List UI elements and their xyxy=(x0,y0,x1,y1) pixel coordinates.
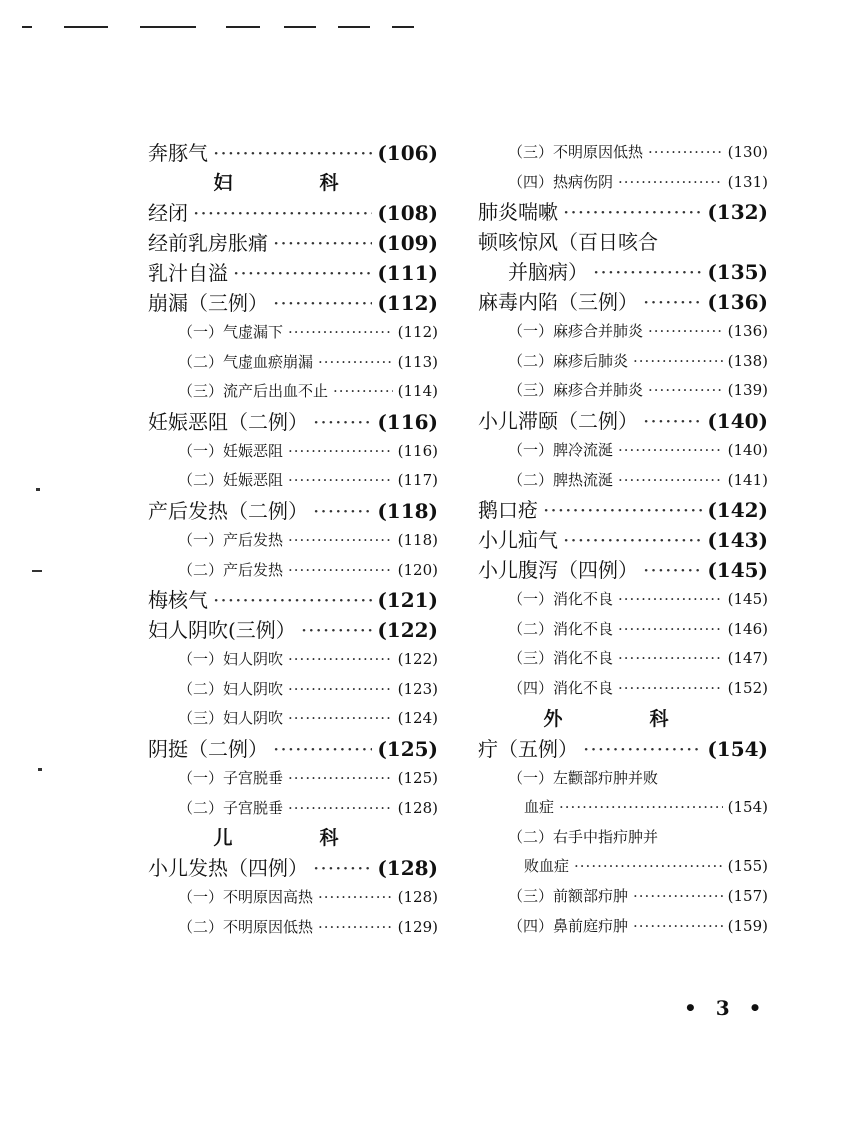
toc-entry xyxy=(478,317,768,347)
toc-entry-page: (120) xyxy=(397,560,438,579)
toc-entry-page: (118) xyxy=(397,530,438,549)
dot-leader xyxy=(301,615,373,645)
toc-entry-page: (145) xyxy=(707,558,768,583)
toc-entry-title: （三）前额部疖肿 xyxy=(508,886,629,905)
toc-entry-title: 小儿滞颐（二例） xyxy=(478,408,638,433)
toc-entry xyxy=(478,585,768,615)
toc-entry xyxy=(478,347,768,377)
dot-leader xyxy=(288,437,393,467)
dot-leader xyxy=(288,318,393,348)
toc-entry-page: (138) xyxy=(727,351,768,370)
toc-entry-page: (112) xyxy=(377,291,438,315)
toc-entry xyxy=(478,466,768,496)
toc-entry xyxy=(478,734,768,764)
toc-entry-page: (140) xyxy=(707,408,768,433)
toc-entry-page: (118) xyxy=(377,498,438,523)
toc-entry xyxy=(478,764,768,794)
toc-entry-page: (131) xyxy=(727,172,768,191)
toc-entry-title: （二）消化不良 xyxy=(508,619,614,638)
section-heading xyxy=(478,704,768,734)
toc-entry-title: 梅核气 xyxy=(148,588,208,613)
toc-entry xyxy=(478,495,768,525)
toc-entry-page: (132) xyxy=(707,200,768,225)
toc-entry-title: （一）脾冷流涎 xyxy=(508,440,614,459)
toc-entry-title: 鹅口疮 xyxy=(478,498,538,523)
scan-speck xyxy=(36,488,40,491)
dot-leader xyxy=(313,496,372,526)
toc-entry xyxy=(478,615,768,645)
toc-entry xyxy=(478,525,768,555)
section-heading xyxy=(148,823,438,853)
section-heading-text: 儿 科 xyxy=(213,827,373,850)
toc-entry-title: （二）不明原因低热 xyxy=(178,917,314,936)
dot-leader xyxy=(313,407,372,437)
toc-entry-title: （二）麻疹后肺炎 xyxy=(508,351,629,370)
toc-entry-title: 血症 xyxy=(524,798,555,817)
toc-left-column xyxy=(148,138,438,942)
toc-entry xyxy=(478,197,768,227)
toc-entry xyxy=(148,407,438,437)
toc-entry-page: (112) xyxy=(397,323,438,341)
toc-entry-title: （一）产后发热 xyxy=(178,530,284,549)
top-edge-marks xyxy=(22,26,402,32)
toc-entry xyxy=(478,882,768,912)
toc-entry-page: (109) xyxy=(377,231,438,255)
toc-entry-title: 小儿疝气 xyxy=(478,528,558,553)
toc-entry-title: （一）消化不良 xyxy=(508,590,614,609)
toc-entry-title: 顿咳惊风（百日咳合 xyxy=(478,230,658,255)
toc-entry-title: 肺炎喘嗽 xyxy=(478,200,558,225)
scan-speck xyxy=(38,768,42,771)
dot-leader xyxy=(288,764,393,794)
toc-entry xyxy=(148,675,438,705)
toc-entry xyxy=(148,734,438,764)
toc-entry-title: （一）不明原因高热 xyxy=(178,888,314,907)
toc-entry-page: (116) xyxy=(397,441,438,460)
toc-entry xyxy=(478,674,768,704)
toc-entry xyxy=(148,466,438,496)
toc-entry xyxy=(478,257,768,287)
scan-speck xyxy=(32,570,42,572)
toc-entry-page: (154) xyxy=(727,798,768,817)
toc-entry-page: (136) xyxy=(727,322,768,341)
dot-leader xyxy=(648,376,723,406)
toc-entry xyxy=(148,764,438,794)
toc-entry xyxy=(148,377,438,407)
section-heading xyxy=(148,168,438,198)
toc-entry-page: (125) xyxy=(377,736,438,761)
toc-entry-title: 崩漏（三例） xyxy=(148,291,268,315)
toc-entry-page: (155) xyxy=(727,857,768,876)
toc-entry-page: (142) xyxy=(707,498,768,523)
toc-entry-title: （三）妇人阴吹 xyxy=(178,709,284,728)
dot-leader xyxy=(643,555,702,585)
toc-entry-title: （一）妇人阴吹 xyxy=(178,650,284,669)
toc-entry xyxy=(148,913,438,943)
toc-entry xyxy=(148,526,438,556)
dot-leader xyxy=(273,228,372,258)
toc-entry xyxy=(478,168,768,198)
toc-entry-title: 产后发热（二例） xyxy=(148,498,308,523)
toc-entry-title: 妇人阴吹(三例） xyxy=(148,618,296,643)
toc-entry xyxy=(148,556,438,586)
toc-entry-title: 乳汁自溢 xyxy=(148,261,228,285)
section-heading-text: 妇 科 xyxy=(213,172,373,194)
dot-leader xyxy=(618,674,723,704)
toc-entry-title: （二）气虚血瘀崩漏 xyxy=(178,352,314,371)
toc-entry xyxy=(148,258,438,288)
toc-entry xyxy=(478,912,768,942)
toc-entry-page: (128) xyxy=(397,888,438,907)
dot-leader xyxy=(633,912,723,942)
toc-entry xyxy=(478,823,768,853)
section-heading-text: 外 科 xyxy=(543,707,703,730)
dot-leader xyxy=(574,852,723,882)
toc-entry xyxy=(148,288,438,318)
toc-entry-page: (125) xyxy=(397,768,438,787)
toc-entry xyxy=(148,585,438,615)
toc-entry-page: (136) xyxy=(707,290,768,315)
toc-entry-page: (135) xyxy=(707,260,768,285)
toc-entry xyxy=(478,852,768,882)
toc-entry-page: (121) xyxy=(377,588,438,613)
toc-entry-page: (128) xyxy=(377,856,438,881)
dot-leader xyxy=(543,495,702,525)
toc-entry xyxy=(478,227,768,257)
dot-leader xyxy=(313,853,372,883)
toc-entry-title: 阴挺（二例） xyxy=(148,736,268,761)
dot-leader xyxy=(618,615,723,645)
dot-leader xyxy=(288,704,393,734)
toc-entry-page: (128) xyxy=(397,798,438,817)
toc-entry xyxy=(478,376,768,406)
toc-entry-page: (152) xyxy=(727,678,768,697)
dot-leader xyxy=(288,645,393,675)
toc-entry-title: （三）不明原因低热 xyxy=(508,143,644,161)
toc-entry-title: （四）热病伤阴 xyxy=(508,172,614,191)
dot-leader xyxy=(643,406,702,436)
dot-leader xyxy=(618,168,723,198)
toc-entry-title: 小儿腹泻（四例） xyxy=(478,558,638,583)
dot-leader xyxy=(288,466,393,496)
toc-entry-page: (130) xyxy=(727,143,768,161)
toc-entry xyxy=(148,348,438,378)
dot-leader xyxy=(273,288,372,318)
toc-entry xyxy=(148,318,438,348)
toc-entry xyxy=(478,406,768,436)
dot-leader xyxy=(648,138,723,168)
page-number: • 3 • xyxy=(684,996,768,1020)
toc-entry-page: (124) xyxy=(397,709,438,728)
dot-leader xyxy=(318,348,393,378)
toc-entry-title: （一）气虚漏下 xyxy=(178,323,284,341)
dot-leader xyxy=(193,198,372,228)
toc-entry-page: (140) xyxy=(727,440,768,459)
toc-entry-title: （四）消化不良 xyxy=(508,678,614,697)
dot-leader xyxy=(563,525,702,555)
toc-entry-page: (145) xyxy=(727,590,768,609)
dot-leader xyxy=(333,377,393,407)
toc-right-column xyxy=(478,138,768,941)
toc-entry-page: (116) xyxy=(377,409,438,434)
toc-entry xyxy=(478,793,768,823)
toc-entry xyxy=(478,287,768,317)
toc-entry-title: （二）右手中指疖肿并 xyxy=(508,827,659,846)
toc-entry-page: (123) xyxy=(397,679,438,698)
dot-leader xyxy=(648,317,723,347)
toc-entry-page: (139) xyxy=(727,381,768,400)
toc-entry xyxy=(148,853,438,883)
toc-entry xyxy=(148,138,438,168)
toc-entry-title: （一）左颧部疖肿并败 xyxy=(508,768,659,787)
dot-leader xyxy=(633,882,723,912)
toc-entry xyxy=(478,138,768,168)
toc-entry-page: (106) xyxy=(377,141,438,165)
toc-entry-page: (114) xyxy=(397,382,438,401)
toc-entry xyxy=(148,198,438,228)
toc-entry-title: （四）鼻前庭疖肿 xyxy=(508,916,629,935)
toc-entry-title: （三）消化不良 xyxy=(508,649,614,668)
toc-entry-title: 妊娠恶阻（二例） xyxy=(148,409,308,434)
toc-entry-page: (143) xyxy=(707,528,768,553)
toc-entry-page: (122) xyxy=(397,650,438,669)
dot-leader xyxy=(618,466,723,496)
toc-entry xyxy=(148,615,438,645)
toc-entry xyxy=(148,794,438,824)
toc-entry-page: (146) xyxy=(727,619,768,638)
dot-leader xyxy=(213,138,372,168)
dot-leader xyxy=(643,287,702,317)
toc-entry-page: (159) xyxy=(727,916,768,935)
toc-entry xyxy=(148,704,438,734)
toc-entry xyxy=(148,437,438,467)
toc-entry-title: （三）麻疹合并肺炎 xyxy=(508,381,644,400)
toc-entry-title: （一）子宫脱垂 xyxy=(178,768,284,787)
toc-entry-page: (122) xyxy=(377,618,438,643)
dot-leader xyxy=(633,347,723,377)
toc-entry-title: （二）妊娠恶阻 xyxy=(178,471,284,490)
dot-leader xyxy=(583,734,702,764)
toc-entry-page: (141) xyxy=(727,470,768,489)
toc-entry-title: （二）脾热流涎 xyxy=(508,470,614,489)
toc-entry-page: (129) xyxy=(397,917,438,936)
toc-entry-page: (117) xyxy=(397,471,438,490)
dot-leader xyxy=(288,526,393,556)
toc-entry-page: (147) xyxy=(727,649,768,668)
toc-entry-title: （二）妇人阴吹 xyxy=(178,679,284,698)
toc-entry xyxy=(478,555,768,585)
toc-entry-title: 疔（五例） xyxy=(478,736,578,761)
toc-entry xyxy=(148,645,438,675)
toc-entry-title: 奔豚气 xyxy=(148,141,208,165)
dot-leader xyxy=(618,585,723,615)
dot-leader xyxy=(618,644,723,674)
toc-entry-title: （二）产后发热 xyxy=(178,560,284,579)
dot-leader xyxy=(559,793,723,823)
toc-entry-title: 经前乳房胀痛 xyxy=(148,231,268,255)
toc-entry xyxy=(148,496,438,526)
dot-leader xyxy=(563,197,702,227)
toc-entry-page: (108) xyxy=(377,201,438,225)
dot-leader xyxy=(288,675,393,705)
toc-entry-title: 经闭 xyxy=(148,201,188,225)
toc-entry-page: (111) xyxy=(377,261,438,285)
dot-leader xyxy=(318,883,393,913)
toc-entry-page: (154) xyxy=(707,736,768,761)
toc-entry-page: (113) xyxy=(397,352,438,371)
toc-entry-page: (157) xyxy=(727,886,768,905)
toc-entry xyxy=(148,228,438,258)
dot-leader xyxy=(593,257,702,287)
toc-entry-title: 小儿发热（四例） xyxy=(148,856,308,881)
dot-leader xyxy=(213,585,372,615)
toc-entry-title: （三）流产后出血不止 xyxy=(178,382,329,401)
toc-entry xyxy=(148,883,438,913)
dot-leader xyxy=(288,794,393,824)
toc-entry-title: 败血症 xyxy=(524,857,570,876)
toc-entry-title: 并脑病） xyxy=(508,260,588,285)
toc-entry-title: （一）妊娠恶阻 xyxy=(178,441,284,460)
dot-leader xyxy=(273,734,372,764)
dot-leader xyxy=(288,556,393,586)
toc-entry xyxy=(478,644,768,674)
toc-entry-title: （二）子宫脱垂 xyxy=(178,798,284,817)
toc-entry-title: 麻毒内陷（三例） xyxy=(478,290,638,315)
dot-leader xyxy=(318,913,393,943)
toc-entry-title: （一）麻疹合并肺炎 xyxy=(508,322,644,341)
toc-entry xyxy=(478,436,768,466)
dot-leader xyxy=(618,436,723,466)
dot-leader xyxy=(233,258,372,288)
